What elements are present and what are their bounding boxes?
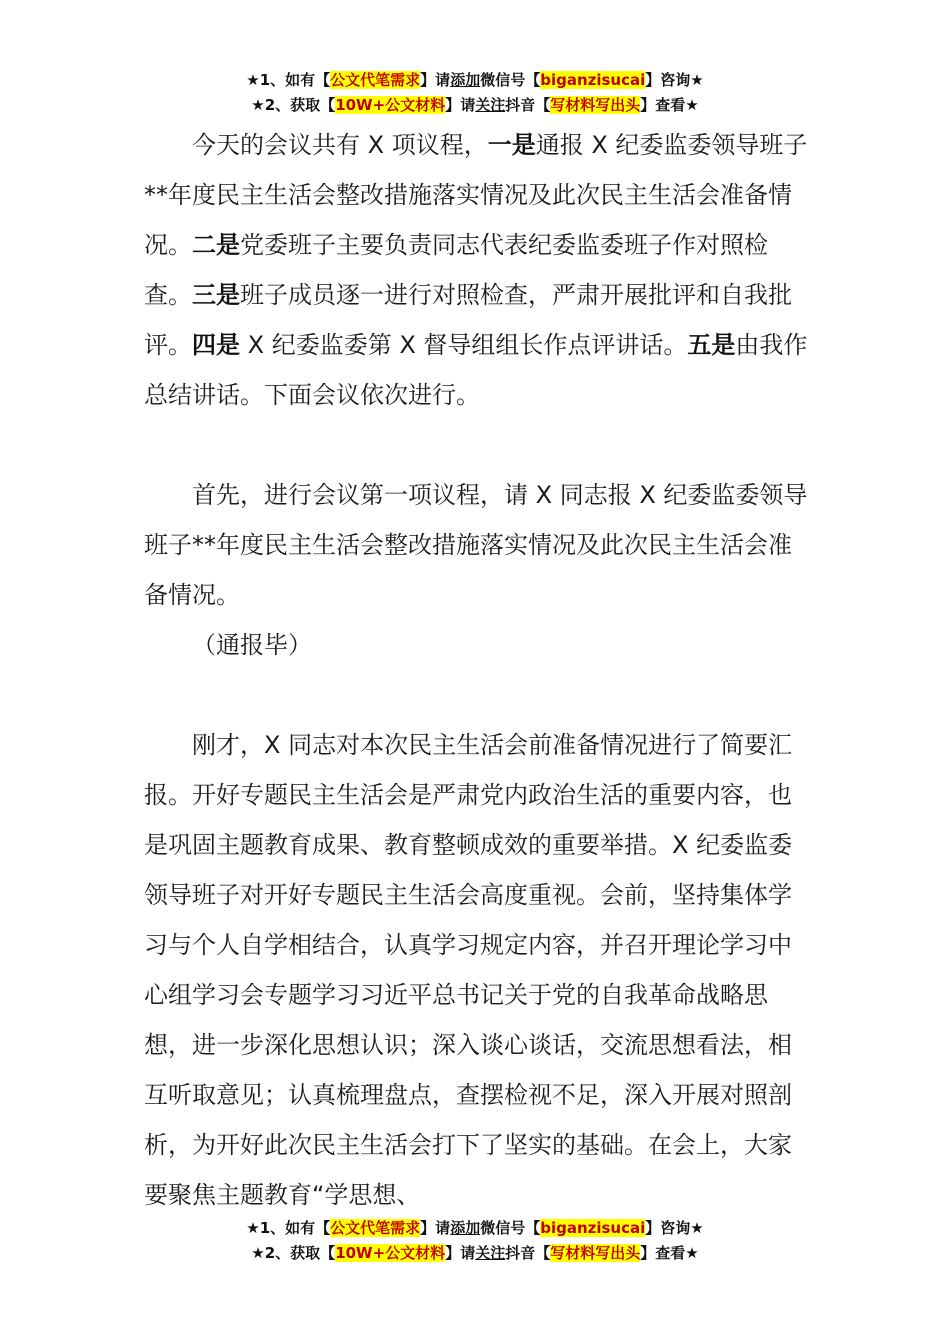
footer-banner bbox=[0, 1216, 950, 1266]
paragraph-summary: 刚才，X 同志对本次民主生活会前准备情况进行了简要汇报。开好专题民主生活会是严肃党内政治生活的重要内容，也是巩固主题教育成果、教育整顿成效的重要举措。X 纪委监委领导班子对开好专题民主生活会高度重视。会前，坚持集体学习与个人自学相结合，认真学习规定内容，并召开理论学习中心组学习会专题学习习近平总书记关于党的自我革命战略思想，进一步深化思想认识；深入谈心谈话，交流思想看法，相互听取意见；认真梳理盘点，查摆检视不足，深入开展对照剖析，为开好此次民主生活会打下了坚实的基础。在会上，大家要聚焦主题教育“学思想、 bbox=[144, 731, 793, 1209]
paragraph-first-item: 首先，进行会议第一项议程，请 X 同志报 X 纪委监委领导班子**年度民主生活会整改措施落实情况及此次民主生活会准备情况。 bbox=[144, 481, 808, 609]
banner-line-1: ★1、如有【公文代笔需求】请添加微信号【biganzisucai】咨询★ bbox=[246, 71, 704, 89]
banner-highlight: 公文代笔需求 bbox=[330, 71, 421, 89]
paragraph-agenda: 今天的会议共有 X 项议程，一是通报 X 纪委监委领导班子**年度民主生活会整改措施落实情况及此次民主生活会准备情况。二是党委班子主要负责同志代表纪委监委班子作对照检查。三是班子成员逐一进行对照检查，严肃开展批评和自我批评。四是 X 纪委监委第 X 督导组组长作点评讲话。五是由我作总结讲话。下面会议依次进行。 bbox=[144, 131, 808, 409]
spacer bbox=[144, 420, 810, 470]
document-body bbox=[144, 120, 810, 1220]
banner-highlight: 10W+公文材料 bbox=[335, 1244, 446, 1262]
banner-highlight: 公文代笔需求 bbox=[330, 1219, 421, 1237]
wechat-id: biganzisucai bbox=[540, 71, 646, 89]
banner-line-2: ★2、获取【10W+公文材料】请关注抖音【写材料写出头】查看★ bbox=[251, 96, 699, 114]
banner-line-1: ★1、如有【公文代笔需求】请添加微信号【biganzisucai】咨询★ bbox=[246, 1219, 704, 1237]
spacer bbox=[144, 670, 810, 720]
wechat-id: biganzisucai bbox=[540, 1219, 646, 1237]
banner-highlight: 10W+公文材料 bbox=[335, 96, 446, 114]
banner-line-2: ★2、获取【10W+公文材料】请关注抖音【写材料写出头】查看★ bbox=[251, 1244, 699, 1262]
douyin-account: 写材料写出头 bbox=[550, 1244, 641, 1262]
paragraph-report-done: （通报毕） bbox=[192, 631, 312, 659]
header-banner bbox=[0, 68, 950, 118]
douyin-account: 写材料写出头 bbox=[550, 96, 641, 114]
